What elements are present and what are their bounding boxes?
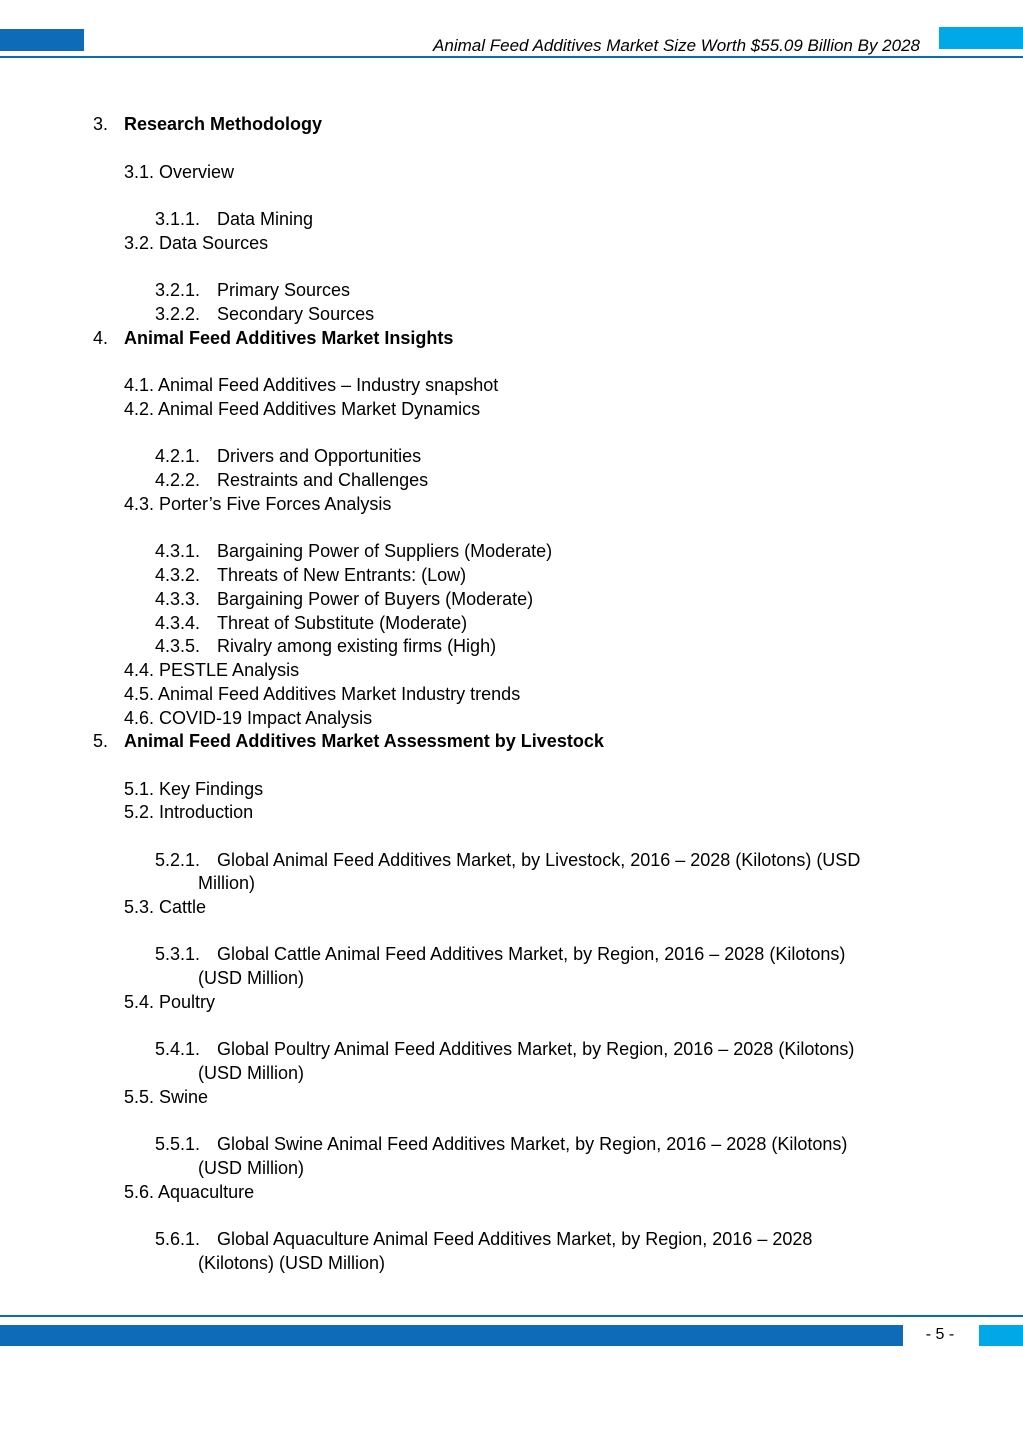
toc-item-5-4: 5.4. Poultry: [124, 992, 216, 1012]
toc-number: 5.6.1.: [155, 1229, 201, 1249]
toc-heading: Animal Feed Additives Market Assessment by Livestock: [124, 731, 604, 751]
toc-number: 5.3.1.: [155, 944, 201, 964]
toc-item-4-4: 4.4. PESTLE Analysis: [124, 660, 300, 680]
toc-number: 4.: [93, 328, 109, 348]
toc-title: Secondary Sources: [217, 304, 375, 324]
toc-title: Global Poultry Animal Feed Additives Market, by Region, 2016 – 2028 (Kilotons): [217, 1039, 855, 1059]
toc-item-5-1: 5.1. Key Findings: [124, 779, 264, 799]
header-rule: [0, 56, 1023, 58]
toc-number: 4.3.4.: [155, 613, 201, 633]
toc-title: Drivers and Opportunities: [217, 446, 422, 466]
header-title: Animal Feed Additives Market Size Worth $55.09 Billion By 2028: [433, 36, 920, 55]
toc-number: 5.: [93, 731, 109, 751]
toc-heading: Research Methodology: [124, 114, 323, 134]
toc-number: 5.4.1.: [155, 1039, 201, 1059]
toc-item-5-2: 5.2. Introduction: [124, 802, 254, 822]
toc-title: Threat of Substitute (Moderate): [217, 613, 468, 633]
toc-item-5-5: 5.5. Swine: [124, 1087, 209, 1107]
toc-item-3-1: 3.1. Overview: [124, 162, 235, 182]
toc-item-4-2: 4.2. Animal Feed Additives Market Dynamics: [124, 399, 481, 419]
toc-title: Global Swine Animal Feed Additives Market, by Region, 2016 – 2028 (Kilotons): [217, 1134, 848, 1154]
toc-title: Global Cattle Animal Feed Additives Market, by Region, 2016 – 2028 (Kilotons): [217, 944, 846, 964]
toc-title: Bargaining Power of Suppliers (Moderate): [217, 541, 553, 561]
toc-item-5-6: 5.6. Aquaculture: [124, 1182, 255, 1202]
toc-number: 4.2.1.: [155, 446, 201, 466]
toc-title: Rivalry among existing firms (High): [217, 636, 497, 656]
footer-accent-right: [979, 1325, 1023, 1346]
toc-title-continuation: (USD Million): [198, 968, 305, 988]
toc-item-3-2: 3.2. Data Sources: [124, 233, 269, 253]
footer-rule: [0, 1315, 1023, 1317]
toc-title: Primary Sources: [217, 280, 351, 300]
toc-number: 3.: [93, 114, 109, 134]
toc-number: 3.1.1.: [155, 209, 201, 229]
toc-title-continuation: (Kilotons) (USD Million): [198, 1253, 386, 1273]
toc-number: 4.3.3.: [155, 589, 201, 609]
toc-item-5-3: 5.3. Cattle: [124, 897, 207, 917]
toc-item-4-6: 4.6. COVID-19 Impact Analysis: [124, 708, 373, 728]
toc-number: 3.2.1.: [155, 280, 201, 300]
toc-item-4-5: 4.5. Animal Feed Additives Market Industry trends: [124, 684, 521, 704]
toc-item-4-1: 4.1. Animal Feed Additives – Industry snapshot: [124, 375, 499, 395]
toc-number: 3.2.2.: [155, 304, 201, 324]
toc-title: Global Animal Feed Additives Market, by Livestock, 2016 – 2028 (Kilotons) (USD: [217, 850, 861, 870]
toc-number: 4.3.2.: [155, 565, 201, 585]
header-accent-left: [0, 29, 84, 51]
page-number: - 5 -: [925, 1326, 955, 1343]
toc-number: 5.2.1.: [155, 850, 201, 870]
footer-accent-bar: [0, 1325, 903, 1346]
toc-title-continuation: (USD Million): [198, 1158, 305, 1178]
toc-title-continuation: Million): [198, 873, 256, 893]
toc-item-4-3: 4.3. Porter’s Five Forces Analysis: [124, 494, 392, 514]
header-accent-right: [939, 27, 1023, 49]
toc-title: Threats of New Entrants: (Low): [217, 565, 467, 585]
toc-title-continuation: (USD Million): [198, 1063, 305, 1083]
toc-number: 4.3.1.: [155, 541, 201, 561]
toc-title: Data Mining: [217, 209, 314, 229]
toc-number: 5.5.1.: [155, 1134, 201, 1154]
toc-title: Restraints and Challenges: [217, 470, 429, 490]
toc-heading: Animal Feed Additives Market Insights: [124, 328, 454, 348]
toc-title: Bargaining Power of Buyers (Moderate): [217, 589, 534, 609]
toc-title: Global Aquaculture Animal Feed Additives Market, by Region, 2016 – 2028: [217, 1229, 813, 1249]
toc-number: 4.3.5.: [155, 636, 201, 656]
toc-number: 4.2.2.: [155, 470, 201, 490]
